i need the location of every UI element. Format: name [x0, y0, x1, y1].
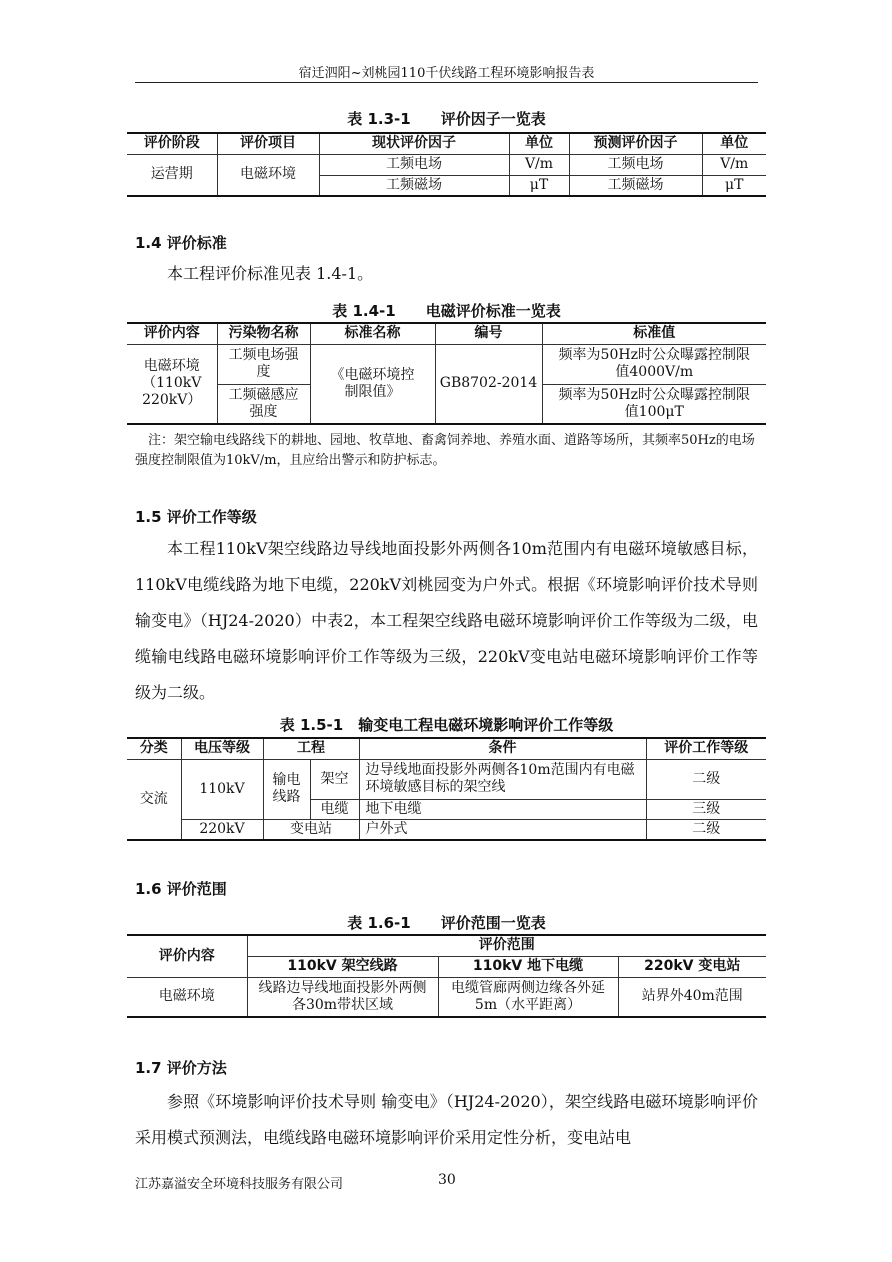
table-header-cell: 现状评价因子 — [319, 133, 509, 154]
table-cell: 地下电缆 — [359, 799, 646, 819]
table-cell: μT — [702, 175, 766, 196]
table-cell-voltage: 110kV — [181, 759, 263, 819]
table-header-cell: 分类 — [127, 738, 181, 759]
table-cell: 工频磁场 — [569, 175, 702, 196]
page-header: 宿迁泗阳~刘桃园110千伏线路工程环境影响报告表 — [298, 66, 595, 81]
footer-company: 江苏嘉溢安全环境科技服务有限公司 — [135, 1177, 344, 1192]
table-cell: 三级 — [646, 799, 766, 819]
table-1-4-1 — [127, 322, 766, 425]
table-cell: 电缆管廊两侧边缘各外延5m（水平距离） — [438, 977, 618, 1017]
page-number: 30 — [438, 1172, 456, 1188]
table-cell-category: 交流 — [127, 759, 181, 840]
table-header-cell: 电压等级 — [181, 738, 263, 759]
table-header-cell: 评价范围 — [247, 935, 766, 956]
table-cell: 架空 — [310, 759, 359, 799]
table-1-6-1-caption: 表 1.6-1 评价范围一览表 — [347, 914, 546, 932]
header-rule — [135, 82, 758, 83]
section-1-6-title: 1.6 评价范围 — [135, 880, 227, 898]
table-cell: μT — [509, 175, 569, 196]
table-header-cell: 评价阶段 — [127, 133, 217, 154]
table-header-cell: 评价项目 — [217, 133, 319, 154]
table-1-3-1 — [127, 132, 766, 197]
table-header-cell: 110kV 地下电缆 — [438, 956, 618, 977]
table-cell: 线路边导线地面投影外两侧各30m带状区域 — [247, 977, 438, 1017]
section-1-4-text: 本工程评价标准见表 1.4-1。 — [167, 264, 374, 283]
section-1-5-text: 本工程110kV架空线路边导线地面投影外两侧各10m范围内有电磁环境敏感目标，110kV电缆线路为地下电缆，220kV刘桃园变为户外式。根据《环境影响评价技术导则 输变电》（HJ24-2020）中表2，本工程架空线路电磁环境影响评价工作等级为二级，电缆输电线路电磁环境影响评价工作等级为三级，220kV变电站电磁环境影响评价工作等级为二级。 — [135, 539, 758, 702]
table-header-cell: 标准名称 — [310, 323, 435, 344]
table-cell-code: GB8702-2014 — [435, 344, 542, 424]
table-cell-std-name: 《电磁环境控制限值》 — [310, 344, 435, 424]
table-header-cell: 标准值 — [542, 323, 766, 344]
section-1-7-title: 1.7 评价方法 — [135, 1059, 227, 1077]
table-cell: 频率为50Hz时公众曝露控制限值4000V/m — [542, 344, 766, 384]
table-1-4-1-note: 注：架空输电线路线下的耕地、园地、牧草地、畜禽饲养地、养殖水面、道路等场所，其频率50Hz的电场强度控制限值为10kV/m，且应给出警示和防护标志。 — [135, 433, 755, 468]
table-cell: 工频电场 — [319, 154, 509, 175]
table-cell: 频率为50Hz时公众曝露控制限值100μT — [542, 384, 766, 424]
table-cell-row-label: 电磁环境 — [127, 977, 247, 1017]
table-cell: V/m — [702, 154, 766, 175]
table-header-cell: 条件 — [359, 738, 646, 759]
table-cell: 工频电场强度 — [217, 344, 310, 384]
table-cell-voltage: 220kV — [181, 819, 263, 840]
table-header-cell: 单位 — [509, 133, 569, 154]
table-1-6-1 — [127, 934, 766, 1018]
table-1-3-1-caption: 表 1.3-1 评价因子一览表 — [347, 110, 546, 128]
table-cell-stage: 运营期 — [127, 154, 217, 196]
table-1-5-1 — [127, 737, 766, 841]
table-header-cell: 评价内容 — [127, 323, 217, 344]
table-cell: 边导线地面投影外两侧各10m范围内有电磁环境敏感目标的架空线 — [359, 759, 646, 799]
table-1-5-1-caption: 表 1.5-1 输变电工程电磁环境影响评价工作等级 — [279, 716, 614, 734]
section-1-4-title: 1.4 评价标准 — [135, 234, 227, 252]
table-cell: 电缆 — [310, 799, 359, 819]
table-cell: 二级 — [646, 759, 766, 799]
table-cell: 工频电场 — [569, 154, 702, 175]
table-header-cell: 220kV 变电站 — [618, 956, 766, 977]
section-1-7-text: 参照《环境影响评价技术导则 输变电》（HJ24-2020），架空线路电磁环境影响评价采用模式预测法，电缆线路电磁环境影响评价采用定性分析，变电站电 — [135, 1092, 758, 1147]
section-1-5-title: 1.5 评价工作等级 — [135, 508, 257, 526]
table-header-cell: 预测评价因子 — [569, 133, 702, 154]
table-cell: 户外式 — [359, 819, 646, 840]
table-1-4-1-caption: 表 1.4-1 电磁评价标准一览表 — [332, 302, 561, 320]
table-cell: V/m — [509, 154, 569, 175]
table-header-cell: 110kV 架空线路 — [247, 956, 438, 977]
table-header-cell: 编号 — [435, 323, 542, 344]
table-cell: 工频磁场 — [319, 175, 509, 196]
table-cell: 二级 — [646, 819, 766, 840]
table-cell-substation: 变电站 — [263, 819, 359, 840]
table-header-cell: 评价内容 — [127, 935, 247, 977]
table-header-cell: 评价工作等级 — [646, 738, 766, 759]
table-cell: 工频磁感应强度 — [217, 384, 310, 424]
table-header-cell: 单位 — [702, 133, 766, 154]
table-cell-item: 电磁环境 — [217, 154, 319, 196]
table-cell: 站界外40m范围 — [618, 977, 766, 1017]
table-cell-content: 电磁环境（110kV 220kV） — [127, 344, 217, 424]
table-header-cell: 工程 — [263, 738, 359, 759]
table-header-cell: 污染物名称 — [217, 323, 310, 344]
table-cell-line: 输电线路 — [263, 759, 310, 819]
